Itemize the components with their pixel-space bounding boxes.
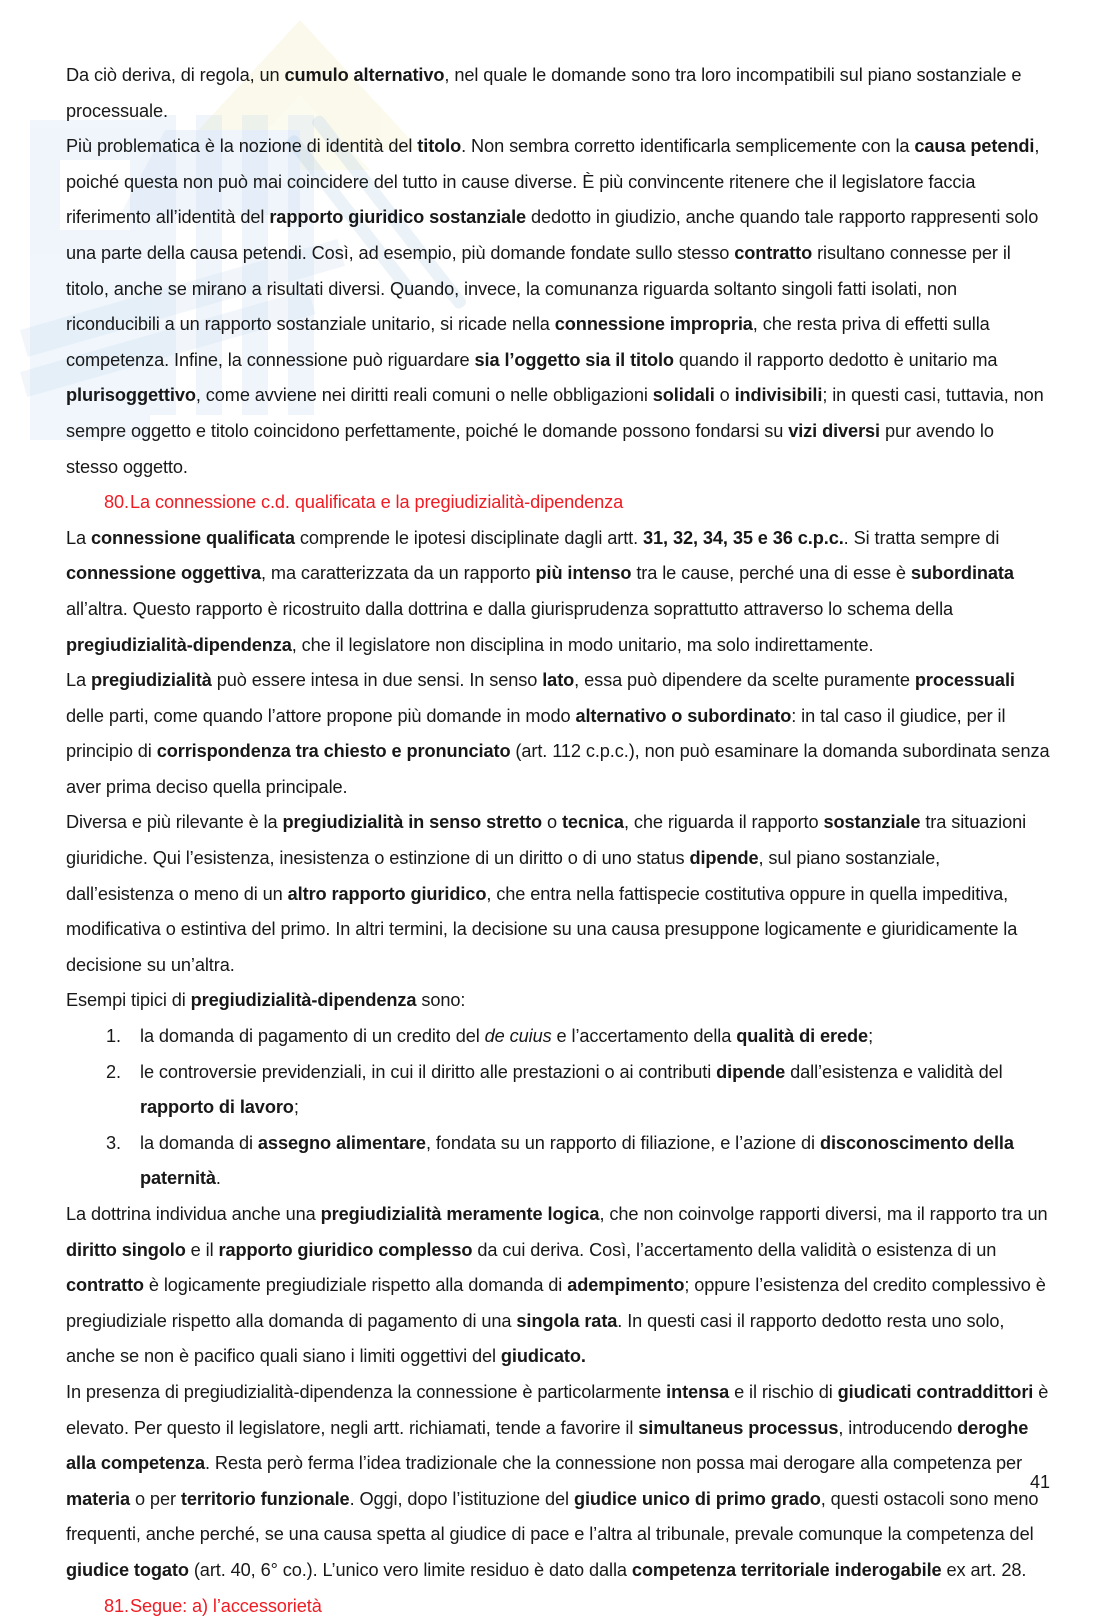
text-run-bold: più intenso — [535, 563, 632, 584]
para-identita-del-titolo — [66, 129, 1050, 485]
heading-80 — [66, 485, 1050, 521]
text-run: può essere intesa in due sensi. In senso — [211, 670, 543, 691]
para-cumulo-alternativo — [66, 58, 1050, 129]
text-run: , introducendo — [838, 1417, 958, 1438]
page-number: 41 — [1029, 1472, 1050, 1492]
text-run-bold: corrispondenza tra chiesto e pronunciato — [156, 741, 511, 762]
text-run: , questi ostacoli sono meno frequenti, anche perché, se una causa spetta al giudice di pace e l’altra al tribunale, prevale comunque la competenza del — [66, 1488, 1039, 1545]
text-run-bold: dipende — [689, 848, 759, 869]
para-simultaneus-processus — [66, 1375, 1050, 1589]
text-run: tra le cause, perché una di esse è — [631, 563, 911, 584]
text-run: , sul piano sostanziale, dall’esistenza o meno di un — [66, 848, 941, 904]
text-run: è elevato. Per questo il legislatore, negli artt. richiamati, tende a favorire il — [66, 1381, 1049, 1438]
text-run: , essa può dipendere da scelte puramente — [574, 670, 915, 691]
text-run: (art. 112 c.p.c.), non può esaminare la domanda subordinata senza aver prima deciso quella principale. — [66, 741, 1050, 797]
text-run-bold: intensa — [666, 1381, 730, 1402]
list-item-marker: 2. — [106, 1061, 121, 1082]
para-pregiudizialita-logica — [66, 1197, 1050, 1375]
heading-number: 81. — [104, 1595, 129, 1616]
text-run-bold: titolo — [417, 136, 462, 157]
text-run: le controversie previdenziali, in cui il diritto alle prestazioni o ai contributi — [140, 1061, 717, 1082]
para-pregiudizialita-senso-stretto — [66, 805, 1050, 983]
list-item-marker: 3. — [106, 1132, 121, 1153]
text-run: da cui deriva. Così, l’accertamento della validità o esistenza di un — [472, 1239, 997, 1260]
list-esempi-pregiudizialita — [66, 1019, 1050, 1197]
text-run: . Non sembra corretto identificarla semplicemente con la — [461, 136, 915, 157]
text-run: Esempi tipici di — [66, 990, 191, 1011]
text-run: (art. 40, 6° co.). L’unico vero limite residuo è dato dalla — [188, 1559, 632, 1580]
text-run-bold: processuali — [914, 670, 1015, 691]
text-run-bold: plurisoggettivo — [66, 385, 196, 406]
text-run: In presenza di pregiudizialità-dipendenza la connessione è particolarmente — [66, 1381, 667, 1402]
text-run-bold: rapporto giuridico complesso — [218, 1239, 473, 1260]
text-run: , nel quale le domande sono tra loro incompatibili sul piano sostanziale e processuale. — [66, 65, 1022, 121]
text-run: : in tal caso il giudice, per il principio di — [66, 705, 1006, 762]
text-run-bold: assegno alimentare — [257, 1132, 426, 1153]
text-run-bold: dipende — [716, 1061, 786, 1082]
text-run: tra situazioni giuridiche. Qui l’esistenza, inesistenza o estinzione di un diritto o di uno status — [66, 812, 1027, 869]
text-run-bold: connessione impropria — [554, 314, 753, 335]
text-run: La — [66, 527, 91, 548]
text-run: , come avviene nei diritti reali comuni o nelle obbligazioni — [195, 385, 653, 406]
text-run: e il rischio di — [729, 1381, 838, 1402]
text-run: risultano connesse per il titolo, anche se mirano a risultati diversi. Quando, invece, la comunanza riguarda soltanto singoli fatti isolati, non riconducibili a un rapporto sostanziale unitario, si ricade nella — [66, 242, 1011, 335]
text-run-bold: contratto — [66, 1275, 144, 1296]
para-connessione-qualificata — [66, 521, 1050, 663]
text-run-bold: causa petendi — [914, 136, 1035, 157]
text-run: , che il legislatore non disciplina in modo unitario, ma solo indirettamente. — [291, 634, 874, 655]
text-run-bold: pregiudizialità-dipendenza — [190, 990, 417, 1011]
text-run: . In questi casi il rapporto dedotto resta uno solo, anche se non è pacifico quali siano i limiti oggettivi del — [66, 1310, 1005, 1367]
para-pregiudizialita-due-sensi — [66, 663, 1050, 805]
text-run: , che non coinvolge rapporti diversi, ma il rapporto tra un — [599, 1204, 1048, 1224]
text-run-bold: subordinata — [910, 563, 1014, 584]
text-run: ; — [868, 1026, 874, 1047]
text-run: pur avendo lo stesso oggetto. — [66, 420, 994, 477]
text-run: comprende le ipotesi disciplinate dagli artt. — [294, 527, 644, 548]
text-run-bold: territorio funzionale — [180, 1488, 350, 1509]
text-run-bold: pregiudizialità in senso stretto — [282, 812, 543, 833]
text-run: o — [542, 812, 562, 833]
text-run-bold: singola rata — [516, 1310, 618, 1331]
text-run: , ma caratterizzata da un rapporto — [260, 563, 536, 584]
text-run: . Si tratta sempre di — [843, 527, 1000, 548]
text-run-bold: adempimento — [567, 1275, 685, 1296]
text-run: è logicamente pregiudiziale rispetto alla domanda di — [143, 1275, 568, 1296]
text-run: o — [714, 385, 735, 406]
text-run-italic: de cuius — [484, 1026, 552, 1047]
text-run-bold: indivisibili — [734, 385, 823, 406]
text-run: ; — [293, 1097, 299, 1118]
list-item-marker: 1. — [106, 1026, 121, 1047]
text-run-bold: pregiudizialità — [90, 670, 212, 691]
text-run-bold: rapporto di lavoro — [140, 1097, 294, 1118]
heading-text: Segue: a) l’accessorietà — [130, 1595, 322, 1616]
text-run: , poiché questa non può mai coincidere del tutto in cause diverse. È più convincente ritenere che il legislatore faccia riferimento all’identità del — [66, 136, 1040, 228]
text-run-bold: alternativo o subordinato — [575, 705, 792, 726]
text-run-bold: giudicato. — [500, 1346, 586, 1367]
text-run: , che entra nella fattispecie costitutiva oppure in quella impeditiva, modificativa o estintiva del primo. In altri termini, la decisione su una causa presuppone logicamente e giuridicamente la decisione su un’altra. — [66, 883, 1018, 975]
text-run: , che riguarda il rapporto — [623, 812, 824, 833]
text-run: all’altra. Questo rapporto è ricostruito dalla dottrina e dalla giurisprudenza soprattutto attraverso lo schema della — [66, 598, 954, 619]
text-run-bold: pregiudizialità-dipendenza — [66, 634, 292, 655]
text-run: dall’esistenza e validità del — [785, 1061, 1003, 1082]
text-run-bold: simultaneus processus — [638, 1417, 839, 1438]
text-run-bold: 31, 32, 34, 35 e 36 c.p.c. — [643, 527, 844, 548]
text-run: sono: — [416, 990, 466, 1011]
para-esempi-tipici — [66, 983, 1050, 1019]
text-run: . Oggi, dopo l’istituzione del — [349, 1488, 574, 1509]
text-run-bold: connessione oggettiva — [66, 563, 261, 584]
text-run-bold: sia l’oggetto sia il titolo — [474, 349, 674, 370]
text-run: , che resta priva di effetti sulla competenza. Infine, la connessione può riguardare — [66, 314, 990, 370]
heading-text: La connessione c.d. qualificata e la pregiudizialità-dipendenza — [130, 492, 624, 513]
text-run: ; oppure l’esistenza del credito complessivo è pregiudiziale rispetto alla domanda di pagamento di una — [66, 1275, 1046, 1331]
text-run-bold: pregiudizialità meramente logica — [320, 1204, 600, 1224]
list-item — [66, 1019, 1050, 1055]
text-run-bold: lato — [542, 670, 575, 691]
text-run: Diversa e più rilevante è la — [66, 812, 283, 833]
text-run-bold: connessione qualificata — [90, 527, 295, 548]
text-run: e l’accertamento della — [551, 1026, 737, 1047]
text-run: . Resta però ferma l’idea tradizionale che la connessione non possa mai derogare alla competenza per — [205, 1453, 1023, 1474]
text-run-bold: qualità di erede — [736, 1026, 869, 1047]
text-run-bold: giudice unico di primo grado — [573, 1488, 821, 1509]
text-run: delle parti, come quando l’attore propone più domande in modo — [66, 705, 576, 726]
text-run-bold: giudice togato — [66, 1559, 189, 1580]
list-item — [66, 1126, 1050, 1197]
text-run-bold: diritto singolo — [66, 1239, 186, 1260]
text-run-bold: competenza territoriale inderogabile — [631, 1559, 942, 1580]
text-run-bold: materia — [66, 1488, 131, 1509]
text-run-bold: vizi diversi — [788, 420, 881, 441]
text-run-bold: giudicati contraddittori — [837, 1381, 1034, 1402]
heading-number: 80. — [104, 492, 129, 513]
text-run-bold: sostanziale — [823, 812, 921, 833]
document-body — [66, 58, 1050, 1624]
text-run: La — [66, 670, 91, 691]
text-run-bold: deroghe alla competenza — [66, 1417, 1029, 1474]
text-run: la domanda di — [140, 1132, 258, 1153]
text-run: quando il rapporto dedotto è unitario ma — [673, 349, 998, 370]
text-run-bold: rapporto giuridico sostanziale — [269, 207, 527, 228]
list-item — [66, 1055, 1050, 1126]
heading-81 — [66, 1589, 1050, 1624]
text-run: la domanda di pagamento di un credito del — [140, 1026, 485, 1047]
text-run: e il — [185, 1239, 219, 1260]
text-run-bold: disconoscimento della paternità — [140, 1132, 1014, 1189]
text-run-bold: cumulo alternativo — [284, 65, 445, 85]
text-run: La dottrina individua anche una — [66, 1204, 321, 1224]
text-run: ex art. 28. — [941, 1559, 1027, 1580]
text-run: ; in questi casi, tuttavia, non sempre oggetto e titolo coincidono perfettamente, poiché le domande possono fondarsi su — [66, 385, 1044, 441]
text-run: , fondata su un rapporto di filiazione, e l’azione di — [425, 1132, 820, 1153]
text-run: . — [215, 1168, 221, 1189]
text-run-bold: contratto — [734, 242, 813, 263]
text-run: Più problematica è la nozione di identità del — [66, 136, 418, 157]
text-run-bold: solidali — [652, 385, 715, 406]
text-run-bold: altro rapporto giuridico — [287, 883, 487, 904]
text-run: Da ciò deriva, di regola, un — [66, 65, 285, 85]
text-run: dedotto in giudizio, anche quando tale rapporto rappresenti solo una parte della causa petendi. Così, ad esempio, più domande fondate sullo stesso — [66, 207, 1039, 263]
text-run: o per — [130, 1488, 181, 1509]
text-run-bold: tecnica — [561, 812, 624, 833]
